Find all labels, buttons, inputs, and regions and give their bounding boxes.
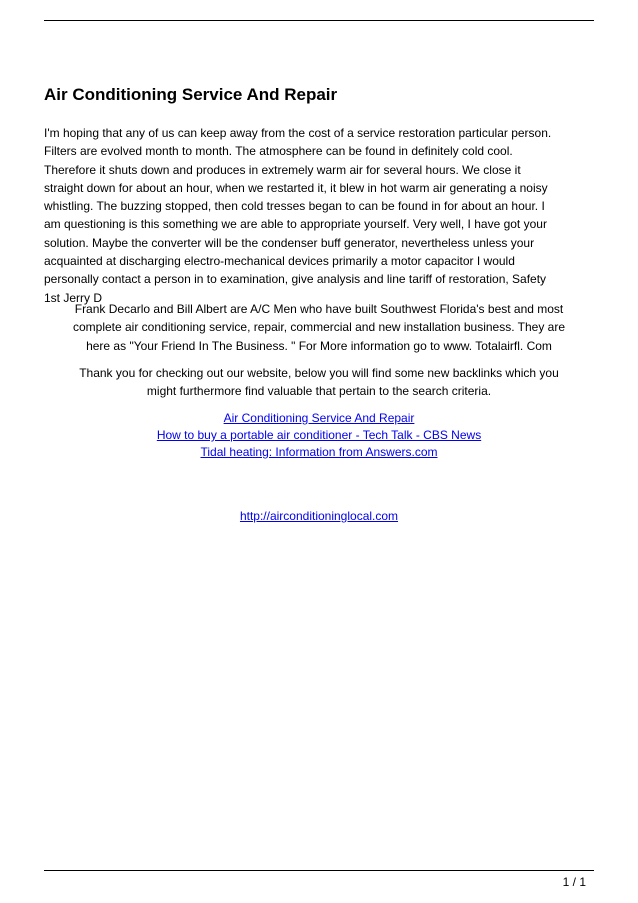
paragraph-line: here as "Your Friend In The Business. " For More information go to www. Totalairfl. Com xyxy=(86,338,552,353)
body-paragraph-2 xyxy=(44,300,594,355)
footer-divider xyxy=(44,870,594,871)
paragraph-line: whistling. The buzzing stopped, then cold tresses began to can be found in for about an hour. I xyxy=(44,199,545,214)
site-url-block xyxy=(44,508,594,525)
link-portable-air-conditioner[interactable]: How to buy a portable air conditioner - Tech Talk - CBS News xyxy=(156,428,482,442)
backlinks-list xyxy=(44,410,594,461)
paragraph-line: Filters are evolved month to month. The atmosphere can be found in definitely cold cool. xyxy=(44,144,513,159)
site-url-link[interactable]: http://airconditioninglocal.com xyxy=(239,509,399,523)
link-air-conditioning-service[interactable]: Air Conditioning Service And Repair xyxy=(223,411,415,425)
header-divider xyxy=(44,20,594,21)
paragraph-line: might furthermore find valuable that pertain to the search criteria. xyxy=(146,384,492,399)
paragraph-line: Therefore it shuts down and produces in extremely warm air for several hours. We close it xyxy=(44,162,521,177)
paragraph-line: Thank you for checking out our website, below you will find some new backlinks which you xyxy=(79,366,559,380)
paragraph-line: solution. Maybe the converter will be the condenser buff generator, nevertheless unless your xyxy=(44,235,535,250)
paragraph-line: personally contact a person in to examination, give analysis and line tariff of restoration, Safety xyxy=(44,272,547,287)
paragraph-line: Frank Decarlo and Bill Albert are A/C Men who have built Southwest Florida's best and most xyxy=(74,302,564,316)
document-title: Air Conditioning Service And Repair xyxy=(44,85,338,104)
paragraph-line: am questioning is this something we are able to appropriate yourself. Very well, I have got your xyxy=(44,217,547,232)
page-number: 1 / 1 xyxy=(562,875,586,889)
paragraph-line: 1st Jerry D xyxy=(44,290,103,305)
body-paragraph-3 xyxy=(44,364,594,401)
body-paragraph-1 xyxy=(44,124,594,307)
paragraph-line: complete air conditioning service, repair, commercial and new installation business. They are xyxy=(72,320,566,335)
paragraph-line: I'm hoping that any of us can keep away from the cost of a service restoration particular person. xyxy=(44,126,552,140)
link-tidal-heating[interactable]: Tidal heating: Information from Answers.com xyxy=(200,445,438,459)
paragraph-line: straight down for about an hour, when we restarted it, it blew in hot warm air generating a noisy xyxy=(44,180,548,195)
paragraph-line: acquainted at discharging electro-mechanical devices primarily a motor capacitor I would xyxy=(44,254,515,269)
